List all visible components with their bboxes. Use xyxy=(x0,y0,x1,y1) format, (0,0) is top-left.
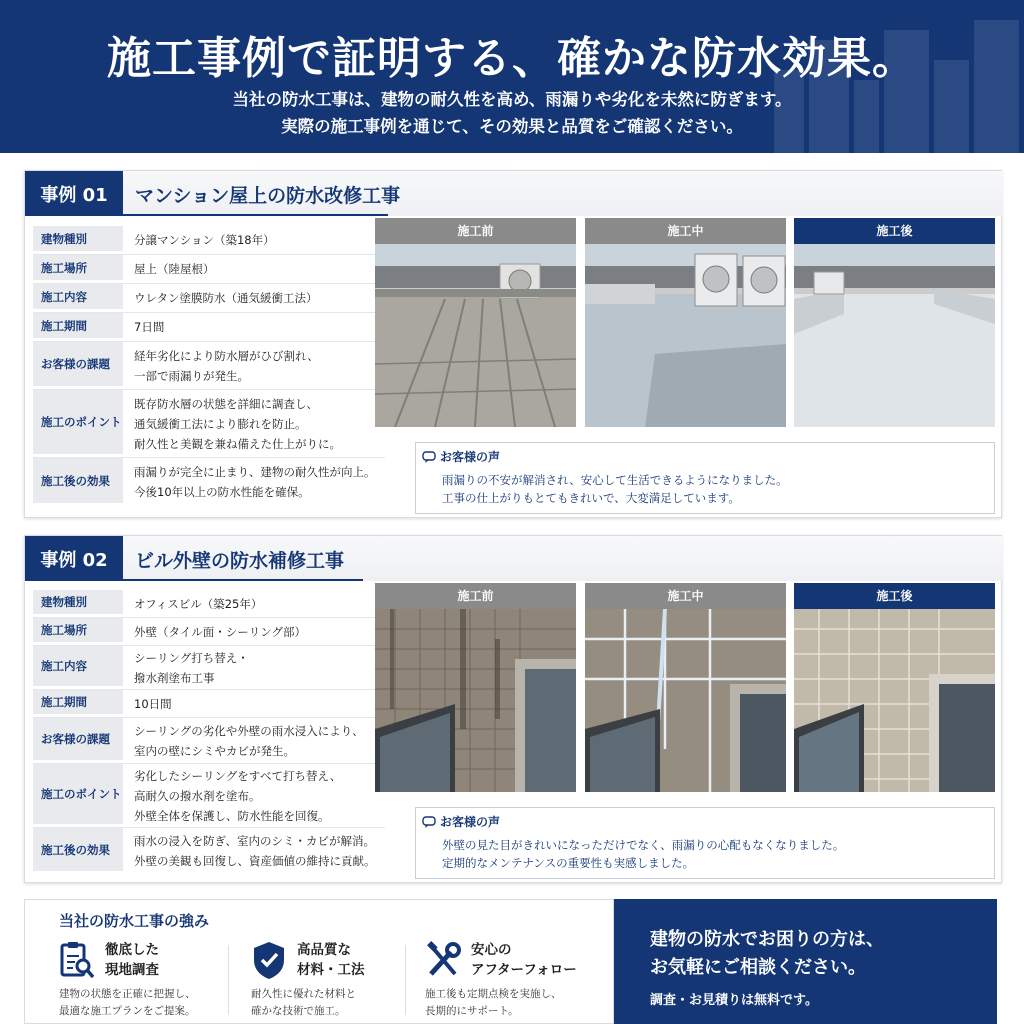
hero-subtitle-1: 当社の防水工事は、建物の耐久性を高め、雨漏りや劣化を未然に防ぎます。 xyxy=(232,90,792,109)
strength-item xyxy=(251,936,441,1024)
spec-value: オフィスビル（築25年） xyxy=(134,596,263,611)
spec-value: 経年劣化により防水層がひび割れ、 一部で雨漏りが発生。 xyxy=(134,348,319,383)
spec-value: シーリングの劣化や外壁の雨水浸入により、 室内の壁にシミやカビが発生。 xyxy=(134,723,364,758)
case-header xyxy=(25,536,1003,581)
spec-label: 施工後の効果 xyxy=(33,458,123,503)
strength-desc: 耐久性に優れた材料と xyxy=(251,988,356,1000)
voice-heading: お客様の声 xyxy=(440,450,501,464)
spec-label: お客様の課題 xyxy=(33,718,123,760)
case-card-02 xyxy=(24,535,1002,883)
voice-text: 外壁の見た目がきれいになっただけでなく、雨漏りの心配もなくなりました。 xyxy=(442,838,845,852)
survey-report-icon xyxy=(59,940,95,980)
photo-during xyxy=(585,583,786,792)
wall-after-image xyxy=(794,609,995,792)
spec-value: 7日間 xyxy=(134,320,165,334)
photo-label: 施工後 xyxy=(794,583,995,609)
spec-row xyxy=(33,690,385,718)
roof-before-image xyxy=(375,244,576,427)
case-title: ビル外壁の防水補修工事 xyxy=(135,550,345,572)
speech-bubble-icon xyxy=(422,451,436,463)
spec-value: 雨漏りが完全に止まり、建物の耐久性が向上。 今後10年以上の防水性能を確保。 xyxy=(134,465,376,499)
strength-name: 高品質な xyxy=(297,942,351,958)
strength-name: 徹底した xyxy=(105,942,159,958)
strength-desc: 長期的にサポート。 xyxy=(425,1005,519,1017)
spec-row xyxy=(33,284,385,313)
photo-after xyxy=(794,218,995,427)
divider xyxy=(228,945,229,1015)
voice-text: 雨漏りの不安が解消され、安心して生活できるようになりました。 xyxy=(442,473,788,487)
spec-row xyxy=(33,226,385,255)
title-underline xyxy=(123,579,363,581)
case-number-badge: 事例 01 xyxy=(25,171,123,216)
spec-row xyxy=(33,764,385,828)
photo-label: 施工前 xyxy=(375,218,576,244)
spec-value: 分譲マンション（築18年） xyxy=(134,233,275,247)
shield-check-icon xyxy=(251,940,287,980)
strength-desc: 最適な施工プランをご提案。 xyxy=(59,1005,196,1017)
photo-label: 施工中 xyxy=(585,218,786,244)
divider xyxy=(405,945,406,1015)
spec-label: 建物種別 xyxy=(33,590,123,614)
title-underline xyxy=(123,214,388,216)
strength-item xyxy=(59,936,249,1024)
spec-value: 既存防水層の状態を詳細に調査し、 通気緩衝工法により膨れを防止。 耐久性と美観を兼ね備えた仕上がりに。 xyxy=(134,396,341,451)
strength-name: 現地調査 xyxy=(105,962,159,978)
spec-row xyxy=(33,718,385,764)
photo-after xyxy=(794,583,995,792)
strength-desc: 建物の状態を正確に把握し、 xyxy=(59,988,196,1000)
voice-text: 工事の仕上がりもとてもきれいで、大変満足しています。 xyxy=(442,491,740,505)
spec-row xyxy=(33,618,385,646)
strength-item xyxy=(425,936,615,1024)
hero-subtitle-2: 実際の施工事例を通じて、その効果と品質をご確認ください。 xyxy=(281,117,743,136)
photo-label: 施工中 xyxy=(585,583,786,609)
spec-label: お客様の課題 xyxy=(33,342,123,386)
strength-name: 材料・工法 xyxy=(297,962,365,978)
photo-before xyxy=(375,583,576,792)
spec-value: 外壁（タイル面・シーリング部） xyxy=(134,624,307,639)
spec-label: 施工のポイント xyxy=(33,390,123,454)
strengths-section xyxy=(24,899,614,1024)
contact-cta-panel xyxy=(614,899,997,1024)
spec-label: 施工後の効果 xyxy=(33,828,123,871)
strengths-title: 当社の防水工事の強み xyxy=(59,912,210,930)
spec-value: 10日間 xyxy=(134,696,172,711)
strength-desc: 施工後も定期点検を実施し、 xyxy=(425,988,562,1000)
spec-row xyxy=(33,390,385,458)
spec-row xyxy=(33,255,385,284)
photo-label: 施工後 xyxy=(794,218,995,244)
hero-banner xyxy=(0,0,1024,153)
spec-value: シーリング打ち替え・ 撥水剤塗布工事 xyxy=(134,650,249,685)
voice-heading: お客様の声 xyxy=(440,815,501,829)
spec-row xyxy=(33,458,385,506)
spec-row xyxy=(33,828,385,874)
case-number-badge: 事例 02 xyxy=(25,536,123,581)
spec-label: 建物種別 xyxy=(33,226,123,251)
cta-note: 調査・お見積りは無料です。 xyxy=(650,993,818,1008)
photo-during xyxy=(585,218,786,427)
spec-value: 劣化したシーリングをすべて打ち替え、 高耐久の撥水剤を塗布。 外壁全体を保護し、防水性能を回復。 xyxy=(134,768,342,823)
photo-label: 施工前 xyxy=(375,583,576,609)
wrench-screwdriver-icon xyxy=(425,940,461,980)
photo-before xyxy=(375,218,576,427)
spec-row xyxy=(33,646,385,690)
spec-value: 雨水の浸入を防ぎ、室内のシミ・カビが解消。 外壁の美観も回復し、資産価値の維持に貢献。 xyxy=(134,834,376,868)
spec-row xyxy=(33,313,385,342)
spec-label: 施工期間 xyxy=(33,313,123,338)
cta-headline-2: お気軽にご相談ください。 xyxy=(650,957,866,978)
wall-before-image xyxy=(375,609,576,792)
spec-label: 施工期間 xyxy=(33,690,123,714)
spec-label: 施工内容 xyxy=(33,646,123,686)
roof-during-image xyxy=(585,244,786,427)
spec-row xyxy=(33,590,385,618)
case-title: マンション屋上の防水改修工事 xyxy=(135,185,401,207)
spec-value: ウレタン塗膜防水（通気緩衝工法） xyxy=(134,291,318,305)
voice-text: 定期的なメンテナンスの重要性も実感しました。 xyxy=(442,856,695,870)
cta-headline-1: 建物の防水でお困りの方は、 xyxy=(650,929,884,950)
spec-row xyxy=(33,342,385,390)
customer-voice-box xyxy=(415,442,995,514)
strength-name: 安心の xyxy=(471,942,512,958)
spec-label: 施工内容 xyxy=(33,284,123,309)
case-header xyxy=(25,171,1003,216)
spec-label: 施工場所 xyxy=(33,255,123,280)
spec-label: 施工のポイント xyxy=(33,764,123,824)
speech-bubble-icon xyxy=(422,816,436,828)
wall-during-image xyxy=(585,609,786,792)
spec-value: 屋上（陸屋根） xyxy=(134,262,215,276)
strength-name: アフターフォロー xyxy=(471,962,577,978)
spec-label: 施工場所 xyxy=(33,618,123,642)
page-title: 施工事例で証明する、確かな防水効果。 xyxy=(107,33,917,84)
roof-after-image xyxy=(794,244,995,427)
case-card-01 xyxy=(24,170,1002,518)
customer-voice-box xyxy=(415,807,995,879)
strength-desc: 確かな技術で施工。 xyxy=(251,1005,346,1017)
